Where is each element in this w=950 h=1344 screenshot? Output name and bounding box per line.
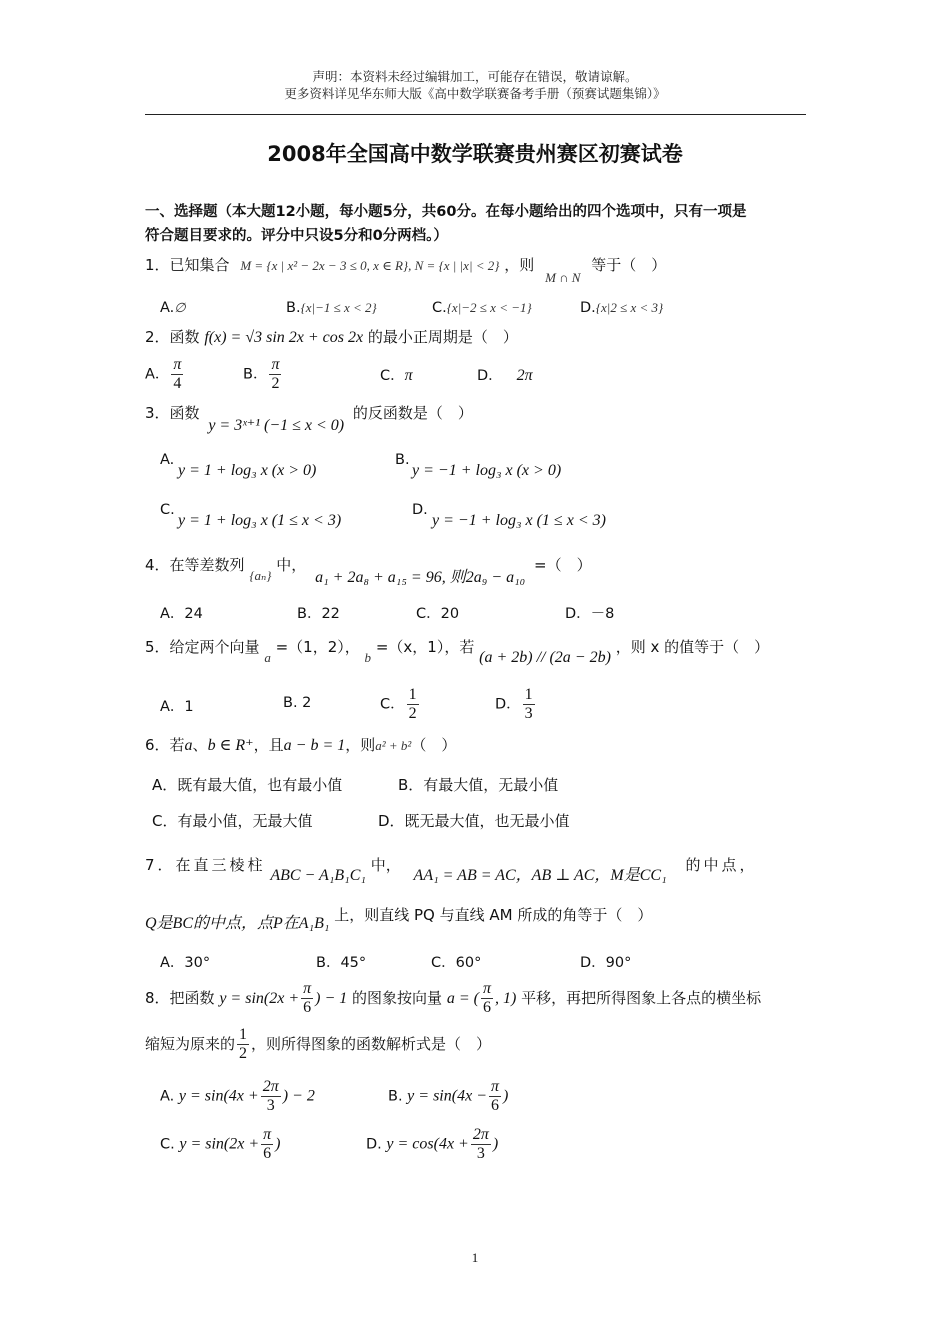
q1-option-b-label: B. bbox=[286, 300, 301, 316]
q8-option-a-label: A. bbox=[160, 1088, 175, 1105]
q2-option-c bbox=[380, 364, 413, 385]
q7-option-d: D．90° bbox=[580, 955, 632, 971]
q8-option-c-end: ) bbox=[275, 1135, 281, 1153]
fraction-numerator: π bbox=[482, 980, 491, 997]
q2-option-a bbox=[145, 356, 185, 393]
fraction-numerator: π bbox=[490, 1078, 499, 1095]
q8-text-d: 缩短为原来的 bbox=[145, 1035, 236, 1053]
q8-vector-end: , 1) bbox=[494, 990, 517, 1007]
q1-option-d-label: D. bbox=[580, 300, 596, 316]
q1-option-b-math: {x|−1 ≤ x < 2} bbox=[300, 300, 377, 315]
q6-text-c: ，则 bbox=[345, 736, 376, 754]
fraction-denominator: 6 bbox=[482, 999, 491, 1016]
q3-option-d bbox=[412, 502, 428, 518]
fraction-numerator: π bbox=[303, 980, 312, 997]
q2-function-expression: f(x) = √3 sin 2x + cos 2x bbox=[204, 329, 364, 346]
fraction-numerator: π bbox=[173, 356, 182, 373]
header-rule bbox=[145, 114, 806, 115]
q2-text: 2．函数 bbox=[145, 328, 200, 346]
q8-function-fraction bbox=[301, 980, 313, 1017]
question-8-stem bbox=[145, 980, 761, 1017]
q8-vector-start: a = ( bbox=[446, 990, 479, 1007]
source-line: 更多资料详见华东师大版《高中数学联赛备考手册（预赛试题集锦）》 bbox=[284, 86, 666, 101]
fraction-denominator: 3 bbox=[524, 705, 533, 722]
q2-option-b bbox=[243, 356, 283, 393]
question-5-stem bbox=[145, 636, 770, 666]
q4-text: 4．在等差数列 bbox=[145, 556, 245, 574]
q3-option-c-math: y = 1 + log₃ x (1 ≤ x < 3) bbox=[178, 512, 342, 529]
q8-option-a-end: ) − 2 bbox=[282, 1087, 315, 1105]
q6-domain: b ∈ R⁺ bbox=[207, 737, 254, 754]
q5-option-c-label: C． bbox=[380, 696, 405, 713]
q8-option-b bbox=[388, 1078, 508, 1115]
q3-option-c-label: C. bbox=[160, 502, 175, 518]
question-4-stem bbox=[145, 552, 592, 586]
q8-option-c-start: y = sin(2x + bbox=[179, 1135, 260, 1153]
q6-condition: a − b = 1 bbox=[283, 737, 346, 754]
q8-option-b-end: ) bbox=[502, 1087, 509, 1105]
q8-option-d-label: D. bbox=[366, 1136, 382, 1153]
fraction-denominator: 3 bbox=[266, 1097, 275, 1114]
q2-option-a-label: A． bbox=[145, 366, 170, 383]
q6-option-a: A．既有最大值，也有最小值 bbox=[152, 776, 343, 794]
q1-text-c: 等于（ ） bbox=[591, 256, 667, 274]
fraction-numerator: 1 bbox=[408, 686, 417, 703]
q2-option-d-math: 2π bbox=[516, 367, 533, 384]
q1-option-c bbox=[432, 300, 532, 316]
q1-set-expression: M = {x | x² − 2x − 3 ≤ 0, x ∈ R}, N = {x | |x| < 2} bbox=[240, 258, 500, 273]
question-7-stem-line2 bbox=[145, 902, 653, 932]
q6-text: 6．若 bbox=[145, 736, 185, 754]
q8-option-c-fraction bbox=[261, 1126, 273, 1163]
question-8-stem-line2 bbox=[145, 1026, 491, 1063]
q5-option-d bbox=[495, 686, 537, 723]
q1-option-a bbox=[160, 300, 186, 316]
q8-option-a bbox=[160, 1078, 315, 1115]
q1-option-d-math: {x|2 ≤ x < 3} bbox=[595, 300, 664, 315]
q4-equation: a₁ + 2a₈ + a₁₅ = 96, 则2a₉ − a₁₀ bbox=[315, 569, 526, 586]
q4-option-d: D．－8 bbox=[565, 606, 615, 622]
q2-text-b: 的最小正周期是（ ） bbox=[367, 328, 518, 346]
q1-option-b bbox=[286, 300, 377, 316]
q6-option-b: B．有最大值，无最小值 bbox=[398, 776, 559, 794]
q5-text-b: =（1，2）， bbox=[275, 638, 360, 656]
q1-text-b: ，则 bbox=[504, 256, 535, 274]
q3-option-b-label: B. bbox=[395, 452, 410, 468]
q8-text: 8．把函数 bbox=[145, 989, 215, 1007]
question-3-stem bbox=[145, 402, 473, 434]
q4-option-c: C．20 bbox=[416, 606, 460, 622]
q6-target-expression: a² + b² bbox=[375, 738, 412, 753]
disclaimer-line: 声明：本资料未经过编辑加工，可能存在错误，敬请谅解。 bbox=[312, 69, 638, 84]
q8-option-b-label: B. bbox=[388, 1088, 403, 1105]
q2-option-c-label: C． bbox=[380, 368, 405, 384]
q5-option-c-fraction bbox=[407, 686, 419, 723]
fraction-numerator: 2π bbox=[472, 1126, 489, 1143]
fraction-denominator: 2 bbox=[408, 705, 417, 722]
q5-option-d-fraction bbox=[523, 686, 535, 723]
q8-option-d-start: y = cos(4x + bbox=[386, 1135, 469, 1153]
q8-option-a-start: y = sin(4x + bbox=[178, 1087, 259, 1105]
q8-function-end: ) − 1 bbox=[315, 990, 348, 1007]
fraction-denominator: 4 bbox=[173, 375, 182, 392]
q2-option-d-label: D． bbox=[477, 368, 503, 384]
q2-option-c-math: π bbox=[404, 367, 413, 384]
fraction-numerator: 2π bbox=[262, 1078, 279, 1095]
q4-sequence: {aₙ} bbox=[249, 568, 272, 583]
q3-option-d-math: y = −1 + log₃ x (1 ≤ x < 3) bbox=[432, 512, 606, 529]
q3-option-d-label: D. bbox=[412, 502, 428, 518]
q1-option-d bbox=[580, 300, 663, 316]
q5-text-d: ，则 x 的值等于（ ） bbox=[615, 638, 770, 656]
section-instructions-line1: 一、选择题（本大题12小题，每小题5分，共60分。在每小题给出的四个选项中，只有一项是 bbox=[145, 204, 747, 220]
q8-text-e: ，则所得图象的函数解析式是（ ） bbox=[251, 1035, 492, 1053]
q6-text-d: （ ） bbox=[411, 736, 457, 754]
q7-prism: ABC − A₁B₁C₁ bbox=[270, 867, 366, 884]
q3-text: 3．函数 bbox=[145, 404, 200, 422]
question-1-stem bbox=[145, 254, 667, 285]
q7-option-c: C．60° bbox=[431, 955, 482, 971]
q8-option-b-fraction bbox=[489, 1078, 501, 1115]
section-instructions-line2: 符合题目要求的。评分中只设5分和0分两档。） bbox=[145, 228, 448, 244]
q5-option-c bbox=[380, 686, 421, 723]
q4-text-b: 中， bbox=[276, 556, 307, 574]
q6-var-a: a bbox=[184, 737, 193, 754]
q6-text-b: ，且 bbox=[253, 736, 284, 754]
page-title: 2008年全国高中数学联赛贵州赛区初赛试卷 bbox=[267, 142, 683, 166]
fraction-denominator: 2 bbox=[239, 1045, 248, 1062]
q7-option-b: B．45° bbox=[316, 955, 367, 971]
q8-text-c: 平移，再把所得图象上各点的横坐标 bbox=[521, 989, 762, 1007]
q8-option-c-label: C. bbox=[160, 1136, 175, 1153]
q8-option-d bbox=[366, 1126, 498, 1163]
q2-option-b-label: B． bbox=[243, 366, 268, 383]
q1-option-a-label: A. bbox=[160, 300, 175, 316]
q7-text-b: 中， bbox=[370, 856, 401, 874]
q5-vector-b: b bbox=[364, 650, 372, 665]
question-7-stem bbox=[145, 852, 758, 884]
q5-option-b: B. 2 bbox=[283, 695, 312, 711]
q7-option-a: A．30° bbox=[160, 955, 211, 971]
q7-points: Q是BC的中点，点P在A₁B₁ bbox=[145, 915, 330, 932]
q6-option-d: D．既无最大值，也无最小值 bbox=[378, 812, 570, 830]
q7-text-d: 上，则直线 PQ 与直线 AM 所成的角等于（ ） bbox=[334, 906, 653, 924]
q5-text-c: =（x，1），若 bbox=[375, 638, 475, 656]
question-6-stem bbox=[145, 734, 456, 755]
q8-vector-fraction bbox=[481, 980, 493, 1017]
q7-conditions: AA₁ = AB = AC，AB ⊥ AC，M是CC₁ bbox=[413, 867, 667, 884]
q5-vector-a: a bbox=[264, 650, 271, 665]
q3-option-b-math: y = −1 + log₃ x (x > 0) bbox=[412, 462, 562, 479]
question-2-stem bbox=[145, 326, 518, 347]
q1-intersection: M ∩ N bbox=[545, 270, 581, 285]
q1-option-c-label: C. bbox=[432, 300, 447, 316]
q8-half-fraction bbox=[237, 1026, 249, 1063]
q8-text-b: 的图象按向量 bbox=[352, 989, 443, 1007]
q2-option-b-fraction bbox=[269, 356, 281, 393]
fraction-numerator: 1 bbox=[239, 1026, 248, 1043]
page-number: 1 bbox=[471, 1250, 479, 1265]
q8-option-b-start: y = sin(4x − bbox=[407, 1087, 487, 1105]
q3-function-expression: y = 3ˣ⁺¹ (−1 ≤ x < 0) bbox=[208, 417, 345, 434]
q4-option-b: B．22 bbox=[297, 606, 340, 622]
q4-text-c: =（ ） bbox=[534, 556, 592, 574]
q3-option-b bbox=[395, 452, 410, 468]
q1-text: 1．已知集合 bbox=[145, 256, 230, 274]
q6-option-c: C．有最小值，无最大值 bbox=[152, 812, 313, 830]
q4-option-a: A．24 bbox=[160, 606, 203, 622]
q8-option-d-end: ) bbox=[492, 1135, 499, 1153]
q3-text-b: 的反函数是（ ） bbox=[352, 404, 473, 422]
q5-text: 5．给定两个向量 bbox=[145, 638, 260, 656]
q5-option-a: A．1 bbox=[160, 699, 194, 715]
fraction-numerator: 1 bbox=[524, 686, 533, 703]
q5-option-d-label: D． bbox=[495, 696, 521, 713]
fraction-denominator: 6 bbox=[303, 999, 312, 1016]
q3-option-a bbox=[160, 452, 174, 468]
q7-text: 7．在直三棱柱 bbox=[145, 856, 266, 874]
q2-option-a-fraction bbox=[171, 356, 183, 393]
fraction-numerator: π bbox=[263, 1126, 272, 1143]
q3-option-a-math: y = 1 + log₃ x (x > 0) bbox=[178, 462, 317, 479]
q3-option-c bbox=[160, 502, 175, 518]
q3-option-a-label: A. bbox=[160, 452, 175, 468]
q6-separator: 、 bbox=[192, 736, 208, 754]
fraction-numerator: π bbox=[271, 356, 280, 373]
q8-option-a-fraction bbox=[261, 1078, 281, 1115]
fraction-denominator: 2 bbox=[271, 375, 280, 392]
q2-option-d bbox=[477, 364, 533, 385]
fraction-denominator: 6 bbox=[490, 1097, 499, 1114]
q1-option-c-math: {x|−2 ≤ x < −1} bbox=[446, 300, 532, 315]
fraction-denominator: 6 bbox=[263, 1145, 272, 1162]
q8-function-start: y = sin(2x + bbox=[219, 990, 300, 1007]
fraction-denominator: 3 bbox=[476, 1145, 485, 1162]
q1-option-a-math: ∅ bbox=[174, 300, 186, 315]
q5-parallel-condition: (a + 2b) // (2a − 2b) bbox=[479, 649, 611, 666]
q7-text-c: 的中点， bbox=[685, 856, 758, 874]
q8-option-c bbox=[160, 1126, 280, 1163]
q8-option-d-fraction bbox=[471, 1126, 491, 1163]
